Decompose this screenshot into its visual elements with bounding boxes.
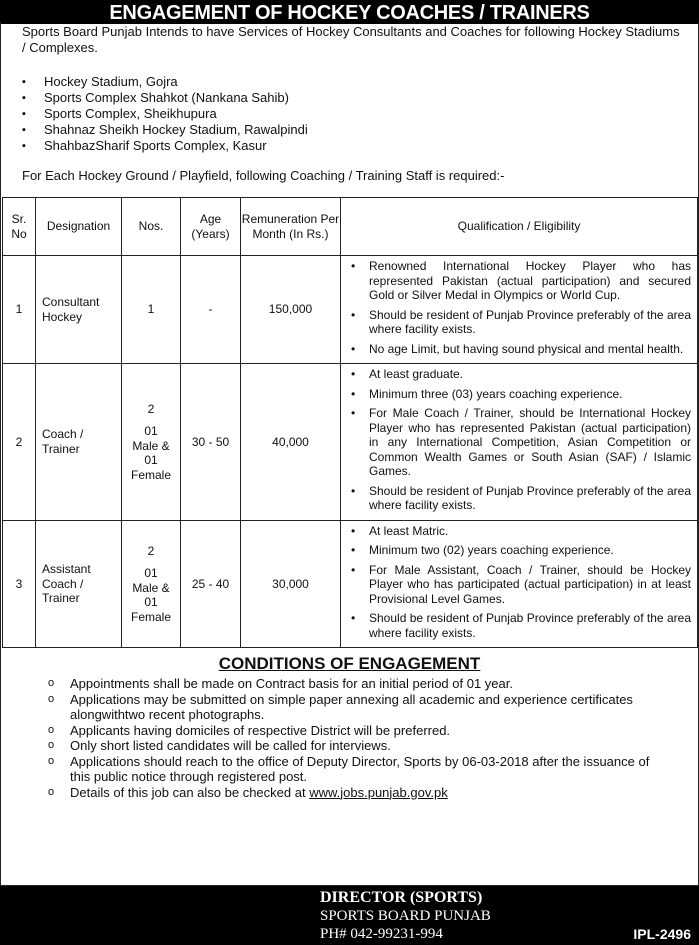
lead-text: For Each Hockey Ground / Playfield, following Coaching / Training Staff is required:-	[22, 168, 505, 183]
qual-item: • Should be resident of Punjab Province preferably of the area where facility exists.	[369, 611, 691, 640]
positions-table	[2, 197, 698, 648]
places-list	[44, 74, 308, 154]
header-qualification: Qualification / Eligibility	[341, 198, 698, 256]
cell-qualification	[341, 256, 698, 364]
cell-sr: 3	[3, 520, 36, 648]
header-remuneration: Remuneration Per Month (In Rs.)	[241, 198, 341, 256]
qual-item: • For Male Coach / Trainer, should be International Hockey Player who has represented Pakistan (actual participation) in any International Competition, Asian Competition or Common Wealth Games or South Asian (SAF) / Islamic Games.	[369, 406, 691, 479]
header-sr: Sr. No	[3, 198, 36, 256]
cell-designation: Coach / Trainer	[36, 364, 122, 521]
ad-reference: IPL-2496	[633, 926, 691, 942]
organization: SPORTS BOARD PUNJAB	[320, 908, 491, 924]
place-item: ▪ Sports Complex Shahkot (Nankana Sahib)	[44, 90, 308, 106]
conditions-heading	[0, 654, 699, 674]
qual-item: • For Male Assistant, Coach / Trainer, should be Hockey Player who has participated (actual participation) in at least Provisional Level Games.	[369, 563, 691, 607]
cell-nos	[122, 364, 181, 521]
conditions-title: CONDITIONS OF ENGAGEMENT	[218, 654, 481, 673]
cell-qualification	[341, 520, 698, 648]
cell-pay: 150,000	[241, 256, 341, 364]
ad-title: ENGAGEMENT OF HOCKEY COACHES / TRAINERS	[0, 0, 699, 24]
cell-pay: 40,000	[241, 364, 341, 521]
qual-item: • Minimum three (03) years coaching experience.	[369, 387, 691, 402]
condition-item: o Only short listed candidates will be called for interviews.	[70, 738, 670, 754]
qual-item: • Should be resident of Punjab Province preferably of the area where facility exists.	[369, 484, 691, 513]
cell-nos	[122, 520, 181, 648]
cell-nos: 1	[122, 256, 181, 364]
jobs-portal-link[interactable]: www.jobs.punjab.gov.pk	[309, 784, 448, 800]
intro-text: Sports Board Punjab Intends to have Services of Hockey Consultants and Coaches for following Hockey Stadiums / Complexes.	[22, 24, 680, 55]
cell-designation: Consultant Hockey	[36, 256, 122, 364]
table-row	[3, 256, 698, 364]
cell-age: 25 - 40	[181, 520, 241, 648]
phone: PH# 042-99231-994	[320, 926, 443, 942]
place-item: ▪ Shahnaz Sheikh Hockey Stadium, Rawalpindi	[44, 122, 308, 138]
cell-qualification	[341, 364, 698, 521]
cell-pay: 30,000	[241, 520, 341, 648]
cell-sr: 2	[3, 364, 36, 521]
footer	[0, 886, 699, 945]
signature-block	[320, 889, 491, 943]
condition-item: o Applications may be submitted on simple paper annexing all academic and experience certificates alongwithtwo recent photographs.	[70, 692, 670, 723]
condition-item: o Applications should reach to the office of Deputy Director, Sports by 06-03-2018 after the issuance of this public notice through registered post.	[70, 754, 670, 785]
table-header	[3, 198, 698, 256]
place-item: ▪ ShahbazSharif Sports Complex, Kasur	[44, 138, 308, 154]
nos-detail: 01 Male & 01 Female	[131, 424, 172, 482]
nos-total: 2	[147, 401, 155, 416]
qual-item: • Renowned International Hockey Player who has represented Pakistan (actual participation) and secured Gold or Silver Medal in Olympics or World Cup.	[369, 259, 691, 303]
place-item: ▪ Sports Complex, Sheikhupura	[44, 106, 308, 122]
table-row	[3, 364, 698, 521]
place-item: ▪ Hockey Stadium, Gojra	[44, 74, 308, 90]
header-nos: Nos.	[122, 198, 181, 256]
qual-item: • Minimum two (02) years coaching experience.	[369, 543, 691, 558]
conditions-list	[70, 676, 670, 800]
qual-item: • No age Limit, but having sound physical and mental health.	[369, 342, 691, 357]
condition-item: o Appointments shall be made on Contract basis for an initial period of 01 year.	[70, 676, 670, 692]
condition-item: o Applicants having domiciles of respective District will be preferred.	[70, 723, 670, 739]
signatory-title: DIRECTOR (SPORTS)	[320, 889, 483, 906]
condition-item	[70, 785, 670, 801]
details-text: Details of this job can also be checked at	[70, 784, 310, 800]
qual-item: • Should be resident of Punjab Province preferably of the area where facility exists.	[369, 308, 691, 337]
main-content	[0, 197, 699, 800]
header-age: Age (Years)	[181, 198, 241, 256]
table-row	[3, 520, 698, 648]
header-designation: Designation	[36, 198, 122, 256]
qual-item: • At least graduate.	[369, 367, 691, 382]
cell-designation: Assistant Coach / Trainer	[36, 520, 122, 648]
cell-sr: 1	[3, 256, 36, 364]
cell-age: 30 - 50	[181, 364, 241, 521]
qual-item: • At least Matric.	[369, 524, 691, 539]
nos-detail: 01 Male & 01 Female	[131, 566, 172, 624]
nos-total: 2	[147, 543, 155, 558]
cell-age: -	[181, 256, 241, 364]
